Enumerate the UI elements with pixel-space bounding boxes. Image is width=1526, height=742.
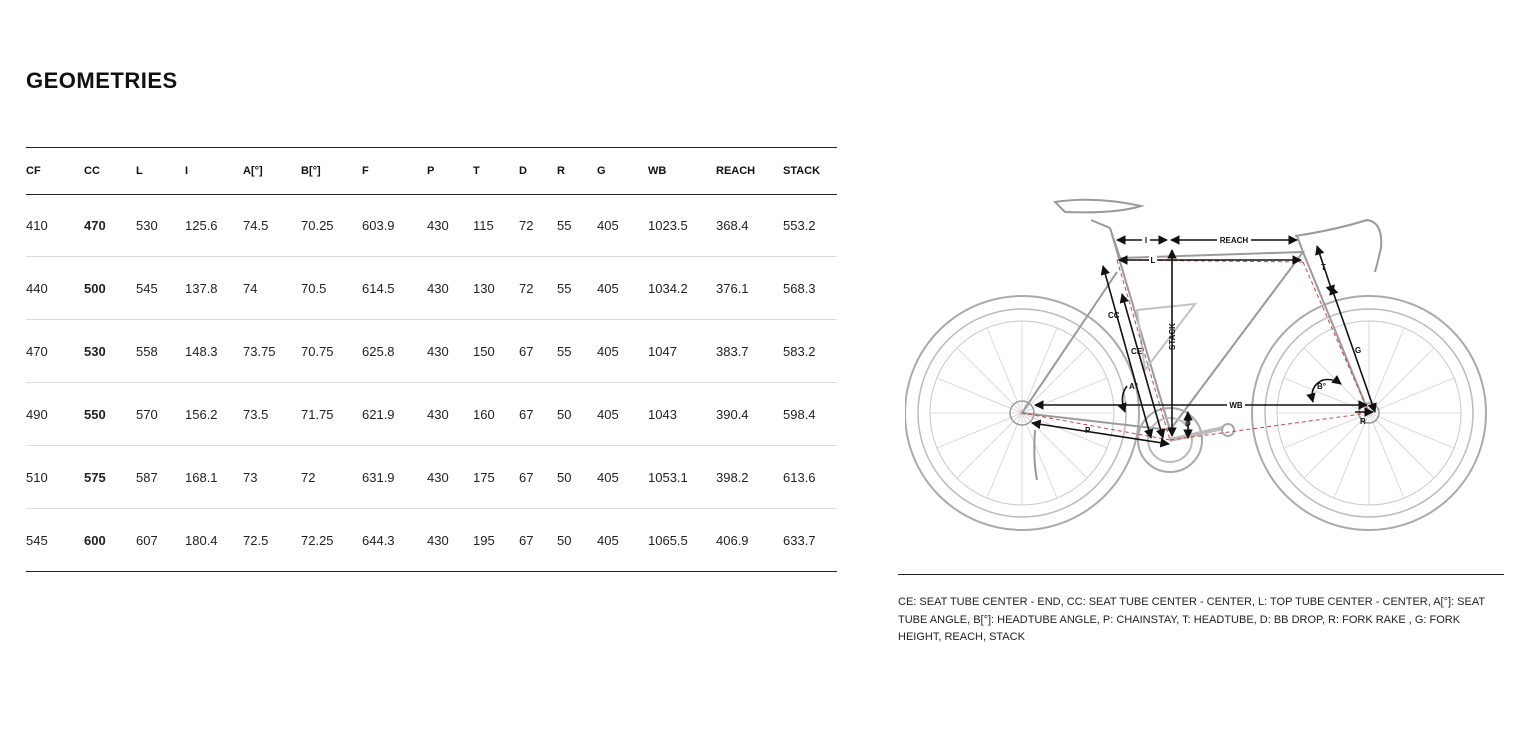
table-cell: 633.7: [783, 509, 837, 572]
table-row: [26, 320, 837, 383]
table-cell: 195: [473, 509, 519, 572]
table-cell: 405: [597, 257, 648, 320]
column-header: D: [519, 148, 557, 195]
table-cell: 73.75: [243, 320, 301, 383]
table-cell: 390.4: [716, 383, 783, 446]
table-cell: 530: [136, 195, 185, 257]
diagram-label-stack: STACK: [1168, 323, 1177, 350]
table-cell: 50: [557, 446, 597, 509]
table-row: [26, 383, 837, 446]
table-cell: 430: [427, 195, 473, 257]
table-cell: 430: [427, 383, 473, 446]
diagram-label-ce: CE: [1131, 347, 1143, 356]
diagram-label-i: I: [1144, 236, 1148, 245]
table-cell: 72.25: [301, 509, 362, 572]
table-cell: 398.2: [716, 446, 783, 509]
column-header: R: [557, 148, 597, 195]
table-cell: 405: [597, 320, 648, 383]
table-cell: 67: [519, 446, 557, 509]
table-cell: 631.9: [362, 446, 427, 509]
table-cell: 74.5: [243, 195, 301, 257]
table-cell: 405: [597, 446, 648, 509]
table-cell: 73.5: [243, 383, 301, 446]
table-cell: 430: [427, 509, 473, 572]
diagram-label-g: G: [1355, 346, 1362, 355]
column-header: I: [185, 148, 243, 195]
table-cell: 72: [301, 446, 362, 509]
geometry-table: [26, 147, 837, 572]
table-cell: 614.5: [362, 257, 427, 320]
table-cell: 545: [136, 257, 185, 320]
table-cell: 67: [519, 320, 557, 383]
table-cell: 1043: [648, 383, 716, 446]
table-cell: 405: [597, 383, 648, 446]
table-cell: 583.2: [783, 320, 837, 383]
table-cell: 500: [84, 257, 136, 320]
table-cell: 570: [136, 383, 185, 446]
table-cell: 587: [136, 446, 185, 509]
bike-geometry-diagram: [905, 190, 1495, 545]
table-cell: 73: [243, 446, 301, 509]
diagram-label-d: D: [1185, 419, 1191, 428]
table-cell: 558: [136, 320, 185, 383]
table-header-row: [26, 148, 837, 195]
diagram-label-l: L: [1150, 256, 1156, 265]
column-header: CC: [84, 148, 136, 195]
column-header: P: [427, 148, 473, 195]
table-cell: 74: [243, 257, 301, 320]
geometry-legend: CE: SEAT TUBE CENTER - END, CC: SEAT TUBE CENTER - CENTER, L: TOP TUBE CENTER - CENTER, A[°]: SEAT TUBE ANGLE, B[°]: HEADTUBE ANGLE, P: CHAINSTAY, T: HEADTUBE, D: BB DROP, R: FORK RAKE , G: FORK HEIGHT, REACH, STACK: [898, 596, 1485, 643]
bike-illustration: [905, 190, 1495, 540]
table-cell: 644.3: [362, 509, 427, 572]
table-cell: 150: [473, 320, 519, 383]
diagram-label-wb: WB: [1229, 401, 1243, 410]
column-header: T: [473, 148, 519, 195]
table-cell: 545: [26, 509, 84, 572]
table-row: [26, 446, 837, 509]
diagram-label-cc: CC: [1108, 311, 1120, 320]
table-cell: 130: [473, 257, 519, 320]
table-cell: 1047: [648, 320, 716, 383]
table-cell: 1053.1: [648, 446, 716, 509]
table-cell: 470: [26, 320, 84, 383]
diagram-label-r: R: [1360, 417, 1366, 426]
table-cell: 613.6: [783, 446, 837, 509]
table-cell: 410: [26, 195, 84, 257]
table-cell: 600: [84, 509, 136, 572]
table-cell: 175: [473, 446, 519, 509]
table-cell: 72: [519, 195, 557, 257]
table-cell: 406.9: [716, 509, 783, 572]
table-cell: 71.75: [301, 383, 362, 446]
table-cell: 50: [557, 383, 597, 446]
table-cell: 550: [84, 383, 136, 446]
table-cell: 575: [84, 446, 136, 509]
page-title: GEOMETRIES: [26, 68, 178, 93]
column-header: STACK: [783, 148, 837, 195]
column-header: B[°]: [301, 148, 362, 195]
table-cell: 405: [597, 195, 648, 257]
table-cell: 430: [427, 320, 473, 383]
diagram-label-t: T: [1321, 263, 1326, 272]
table-cell: 1065.5: [648, 509, 716, 572]
column-header: G: [597, 148, 648, 195]
table-cell: 67: [519, 383, 557, 446]
table-cell: 55: [557, 320, 597, 383]
table-cell: 598.4: [783, 383, 837, 446]
table-cell: 625.8: [362, 320, 427, 383]
table-cell: 55: [557, 195, 597, 257]
table-row: [26, 195, 837, 257]
table-cell: 125.6: [185, 195, 243, 257]
table-cell: 168.1: [185, 446, 243, 509]
bike-frame: [1022, 200, 1381, 480]
column-header: WB: [648, 148, 716, 195]
table-cell: 1034.2: [648, 257, 716, 320]
column-header: L: [136, 148, 185, 195]
table-cell: 405: [597, 509, 648, 572]
table-cell: 603.9: [362, 195, 427, 257]
table-row: [26, 257, 837, 320]
table-cell: 568.3: [783, 257, 837, 320]
table-cell: 156.2: [185, 383, 243, 446]
table-cell: 510: [26, 446, 84, 509]
table-cell: 368.4: [716, 195, 783, 257]
table-cell: 530: [84, 320, 136, 383]
table-cell: 470: [84, 195, 136, 257]
column-header: REACH: [716, 148, 783, 195]
table-cell: 180.4: [185, 509, 243, 572]
table-cell: 67: [519, 509, 557, 572]
table-cell: 621.9: [362, 383, 427, 446]
table-cell: 553.2: [783, 195, 837, 257]
table-cell: 137.8: [185, 257, 243, 320]
table-cell: 607: [136, 509, 185, 572]
diagram-label-b: B°: [1317, 382, 1326, 391]
table-cell: 440: [26, 257, 84, 320]
column-header: A[°]: [243, 148, 301, 195]
table-cell: 430: [427, 257, 473, 320]
column-header: F: [362, 148, 427, 195]
table-cell: 430: [427, 446, 473, 509]
table-cell: 160: [473, 383, 519, 446]
diagram-label-reach: REACH: [1219, 236, 1249, 245]
table-cell: 70.25: [301, 195, 362, 257]
table-cell: 70.5: [301, 257, 362, 320]
table-cell: 148.3: [185, 320, 243, 383]
table-cell: 70.75: [301, 320, 362, 383]
table-cell: 72: [519, 257, 557, 320]
diagram-label-p: P: [1085, 426, 1091, 435]
table-cell: 55: [557, 257, 597, 320]
diagram-label-a: A°: [1129, 382, 1138, 391]
table-cell: 115: [473, 195, 519, 257]
table-cell: 383.7: [716, 320, 783, 383]
table-row: [26, 509, 837, 572]
legend-divider: [898, 574, 1504, 575]
table-cell: 376.1: [716, 257, 783, 320]
column-header: CF: [26, 148, 84, 195]
table-cell: 1023.5: [648, 195, 716, 257]
table-cell: 72.5: [243, 509, 301, 572]
table-cell: 490: [26, 383, 84, 446]
table-cell: 50: [557, 509, 597, 572]
